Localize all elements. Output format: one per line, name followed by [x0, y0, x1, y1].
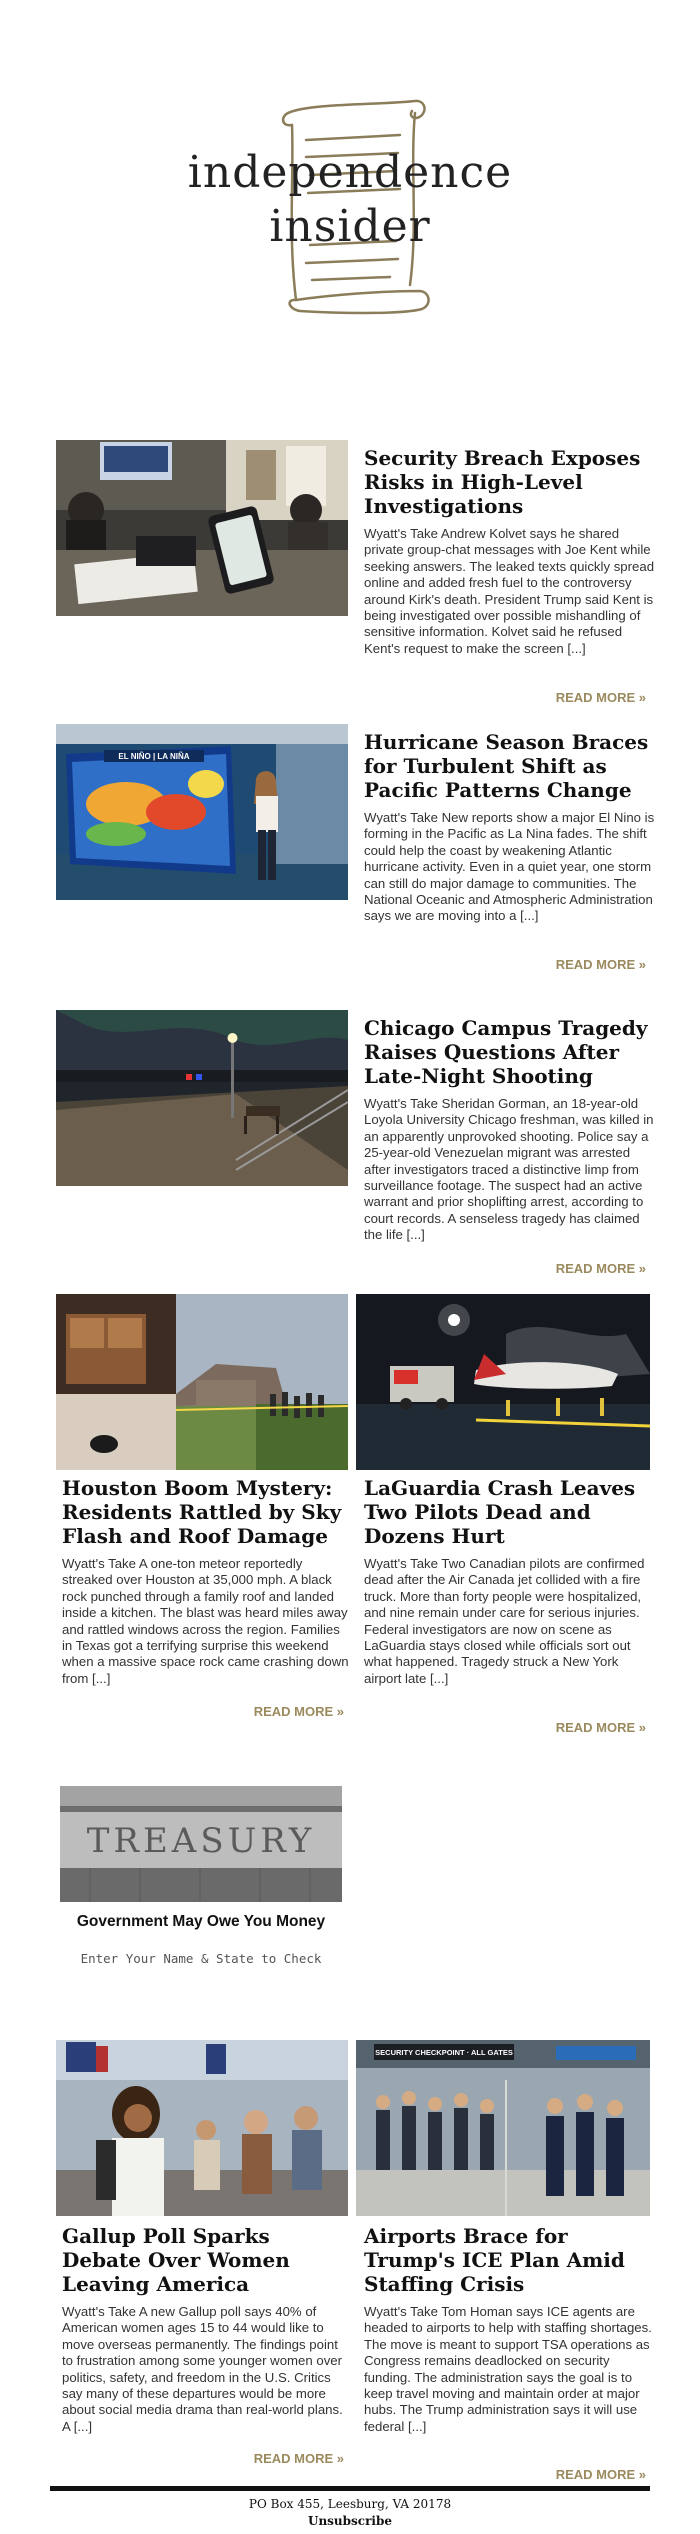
ad-subtitle[interactable]: Enter Your Name & State to Check [80, 1951, 322, 1966]
article-2-read-more-link[interactable]: READ MORE » [555, 957, 646, 972]
article-2-body: Wyatt's Take New reports show a major El Nino is forming in the Pacific as La Nina fades. The shift could help the coast by weakening Atlantic hurricane activity. Even in a quiet year, one storm can still do major damage to communities. The National Oceanic and Atmospheric Administration says we are moving into a [...] [364, 810, 655, 924]
article-4-title[interactable]: Houston Boom Mystery: Residents Rattled by Sky Flash and Roof Damage [62, 1476, 342, 1548]
article-5-read-more-link[interactable]: READ MORE » [555, 1720, 646, 1735]
brand-logo[interactable] [160, 95, 540, 325]
unsubscribe-link[interactable]: Unsubscribe [307, 2514, 393, 2528]
ad-image-label: TREASURY [86, 1821, 316, 1861]
brand-line-2: insider [269, 201, 431, 252]
article-6-body: Wyatt's Take A new Gallup poll says 40% of American women ages 15 to 44 would like to move overseas permanently. The findings point to frustration among some younger women over politics, safety, and freedom in the U.S. Critics say many of these departures would be more about social media drama than real-world plans. A [...] [62, 2304, 343, 2434]
article-7-screen-label: SECURITY CHECKPOINT · ALL GATES [375, 2048, 513, 2057]
article-2-title[interactable]: Hurricane Season Braces for Turbulent Shift as Pacific Patterns Change [364, 730, 649, 802]
brand-line-1: independence [187, 147, 513, 198]
article-7-title[interactable]: Airports Brace for Trump's ICE Plan Amid Staffing Crisis [364, 2224, 625, 2296]
article-5-title[interactable]: LaGuardia Crash Leaves Two Pilots Dead and Dozens Hurt [364, 1476, 636, 1548]
article-4-read-more-link[interactable]: READ MORE » [253, 1704, 344, 1719]
ad-title[interactable]: Government May Owe You Money [76, 1913, 326, 1930]
article-2-image[interactable] [56, 724, 348, 900]
article-7-image[interactable] [356, 2040, 650, 2216]
article-1-read-more-link[interactable]: READ MORE » [555, 690, 646, 705]
article-6-title[interactable]: Gallup Poll Sparks Debate Over Women Leaving America [62, 2224, 290, 2296]
article-4-image[interactable] [56, 1294, 348, 1470]
article-6-read-more-link[interactable]: READ MORE » [253, 2451, 344, 2466]
ad-treasury-image[interactable] [60, 1786, 342, 1902]
article-2-screen-label: EL NIÑO | LA NIÑA [118, 752, 190, 761]
article-7-read-more-link[interactable]: READ MORE » [555, 2467, 646, 2482]
article-7-body: Wyatt's Take Tom Homan says ICE agents are headed to airports to help with staffing shortages. The move is meant to support TSA operations as Congress remains deadlocked on security funding. The administration says the goal is to keep travel moving and maintain order at major hubs. The Trump administration says it will use federal [...] [364, 2304, 652, 2434]
article-1-image[interactable] [56, 440, 348, 616]
article-3-read-more-link[interactable]: READ MORE » [555, 1261, 646, 1276]
article-3-title[interactable]: Chicago Campus Tragedy Raises Questions After Late-Night Shooting [364, 1016, 648, 1088]
article-5-image[interactable] [356, 1294, 650, 1470]
footer-address: PO Box 455, Leesburg, VA 20178 [248, 2497, 452, 2511]
article-4-body: Wyatt's Take A one-ton meteor reportedly streaked over Houston at 35,000 mph. A black rock punched through a family roof and landed inside a kitchen. The blast was heard miles away and rattled windows across the region. Families in Texas got a terrifying surprise this weekend when a massive space rock came crashing down from [...] [62, 1556, 349, 1686]
article-6-image[interactable] [56, 2040, 348, 2216]
article-1-body: Wyatt's Take Andrew Kolvet says he shared private group-chat messages with Joe Kent while seeking answers. The leaked texts quickly spread online and added fresh fuel to the controversy around Kirk's death. President Trump said Kent is being investigated over possible mishandling of sensitive information. Kolvet said he refused Kent's request to make the screen [...] [364, 526, 655, 656]
article-1-title[interactable]: Security Breach Exposes Risks in High-Level Investigations [364, 446, 641, 518]
article-5-body: Wyatt's Take Two Canadian pilots are confirmed dead after the Air Canada jet collided with a fire truck. More than forty people were hospitalized, and nine remain under care for serious injuries. Federal investigators are now on scene as LaGuardia stays closed while officials sort out what happened. Tragedy struck a New York airport late [...] [364, 1556, 645, 1686]
article-3-body: Wyatt's Take Sheridan Gorman, an 18-year-old Loyola University Chicago freshman, was killed in an apparently unprovoked shooting. Police say a 25-year-old Venezuelan migrant was arrested after investigators traced a distinctive limp from surveillance footage. The suspect had an active warrant and prior shoplifting arrest, according to court records. A senseless tragedy has claimed the life [...] [364, 1096, 654, 1243]
footer-divider [50, 2486, 650, 2491]
article-3-image[interactable] [56, 1010, 348, 1186]
